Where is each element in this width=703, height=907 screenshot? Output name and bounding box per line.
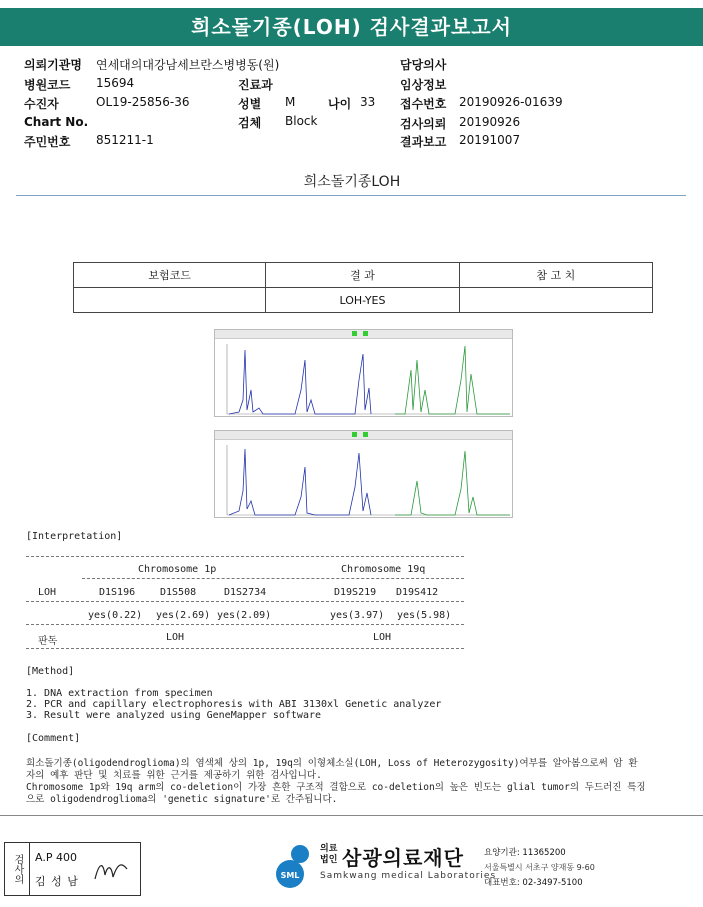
electropherogram-1	[214, 329, 513, 417]
section-title: 희소돌기종LOH	[303, 174, 401, 190]
age-value: 33	[360, 95, 376, 109]
value-d1s196: yes(0.22)	[88, 610, 143, 621]
marker-d1s196: D1S196	[99, 587, 136, 598]
stamp-name: 김 성 남	[35, 875, 79, 888]
sml-logo-icon	[270, 840, 320, 890]
hospital-code-value: 15694	[96, 76, 135, 90]
header-insurance-code: 보험코드	[74, 263, 266, 288]
section-divider	[16, 195, 686, 196]
sex-label: 성별	[238, 97, 262, 111]
stamp-id: A.P 400	[35, 851, 77, 864]
department-label: 진료과	[238, 78, 273, 92]
specimen-label: 검체	[238, 116, 262, 130]
cell-reference	[459, 288, 652, 313]
electropherogram-1-plot	[215, 330, 512, 416]
report-date-value: 20191007	[459, 133, 521, 147]
interpretation-heading: [Interpretation]	[26, 531, 123, 542]
signature-stamp	[4, 842, 141, 896]
signature-icon	[91, 857, 131, 885]
marker-d1s508: D1S508	[160, 587, 197, 598]
resident-no-value: 851211-1	[96, 133, 154, 147]
org-prefix-1: 의료	[320, 844, 338, 854]
comment-line-2: 자의 예후 판단 및 치료를 위한 근거를 제공하기 위한 검사입니다.	[26, 770, 322, 781]
hospital-code-label: 병원코드	[24, 78, 71, 92]
method-line-2: 2. PCR and capillary electrophoresis with ABI 3130xl Genetic analyzer	[26, 699, 442, 710]
method-line-1: 1. DNA extraction from specimen	[26, 688, 213, 699]
org-english-name: Samkwang medical Laboratories	[320, 871, 497, 881]
receipt-no-value: 20190926-01639	[459, 95, 563, 109]
org-address: 서울특별시 서초구 양재동 9-60	[484, 863, 595, 872]
method-line-3: 3. Result were analyzed using GeneMapper software	[26, 710, 322, 721]
receipt-no-label: 접수번호	[400, 97, 447, 111]
org-prefix	[320, 844, 337, 866]
comment-line-1: 희소돌기종(oligodendroglioma)의 염색체 상의 1p, 19q의 이형체소실(LOH, Loss of Heterozygosity)여부를 알아봄으로써 암 환	[26, 758, 638, 769]
electropherogram-2	[214, 430, 513, 518]
sex-value: M	[285, 95, 296, 109]
clinical-info-label: 임상정보	[400, 78, 447, 92]
cell-result: LOH-YES	[266, 288, 459, 313]
chromosome-1p-label: Chromosome 1p	[138, 564, 217, 575]
org-registry: 요양기관: 11365200	[484, 848, 566, 858]
loh-row-label: LOH	[38, 587, 57, 598]
marker-d1s2734: D1S2734	[224, 587, 267, 598]
judgement-19q: LOH	[373, 632, 392, 643]
request-date-label: 검사의뢰	[400, 117, 447, 131]
comment-line-3: Chromosome 1p와 19q arm의 co-deletion이 가장 흔한 구조적 결함으로 co-deletion의 높은 빈도는 glial tumor의 두드러진 특징	[26, 782, 646, 793]
age-label: 나이	[328, 97, 352, 111]
sml-logo-text: SML	[280, 871, 300, 880]
doctor-label: 담당의사	[400, 58, 447, 72]
method-heading: [Method]	[26, 666, 75, 677]
result-table	[73, 262, 653, 313]
institution-label: 의뢰기관명	[24, 58, 82, 72]
judgement-label: 판독	[38, 636, 58, 647]
institution-value: 연세대의대강남세브란스병병동(원)	[96, 58, 280, 72]
org-phone: 대표번호: 02-3497-5100	[484, 878, 583, 888]
marker-d19s412: D19S412	[396, 587, 439, 598]
chromosome-19q-label: Chromosome 19q	[341, 564, 426, 575]
value-d19s412: yes(5.98)	[397, 610, 452, 621]
interp-divider-5	[26, 648, 464, 649]
report-title: 희소돌기종(LOH) 검사결과보고서	[0, 8, 703, 46]
resident-no-label: 주민번호	[24, 135, 71, 149]
interp-divider-4	[26, 624, 464, 625]
value-d19s219: yes(3.97)	[330, 610, 385, 621]
specimen-value: Block	[285, 114, 318, 128]
footer-divider	[0, 815, 703, 816]
org-prefix-2: 법인	[320, 855, 338, 865]
stamp-label: 검사의	[5, 843, 30, 895]
value-d1s2734: yes(2.09)	[217, 610, 272, 621]
interp-divider-3	[26, 601, 464, 602]
judgement-1p: LOH	[166, 632, 185, 643]
cell-insurance-code	[74, 288, 266, 313]
value-d1s508: yes(2.69)	[156, 610, 211, 621]
org-name: 삼광의료재단	[342, 846, 464, 870]
header-result: 결 과	[266, 263, 459, 288]
marker-d19s219: D19S219	[334, 587, 377, 598]
comment-heading: [Comment]	[26, 733, 81, 744]
recipient-value: OL19-25856-36	[96, 95, 190, 109]
request-date-value: 20190926	[459, 115, 521, 129]
recipient-label: 수진자	[24, 97, 59, 111]
header-reference: 참 고 치	[459, 263, 652, 288]
chart-no-label: Chart No.	[24, 115, 89, 129]
report-date-label: 결과보고	[400, 135, 447, 149]
electropherogram-2-plot	[215, 431, 512, 517]
interp-divider-2	[82, 578, 464, 579]
comment-line-4: 으로 oligodendroglioma의 'genetic signature'로 간주됩니다.	[26, 794, 338, 805]
interp-divider-1	[26, 556, 464, 557]
